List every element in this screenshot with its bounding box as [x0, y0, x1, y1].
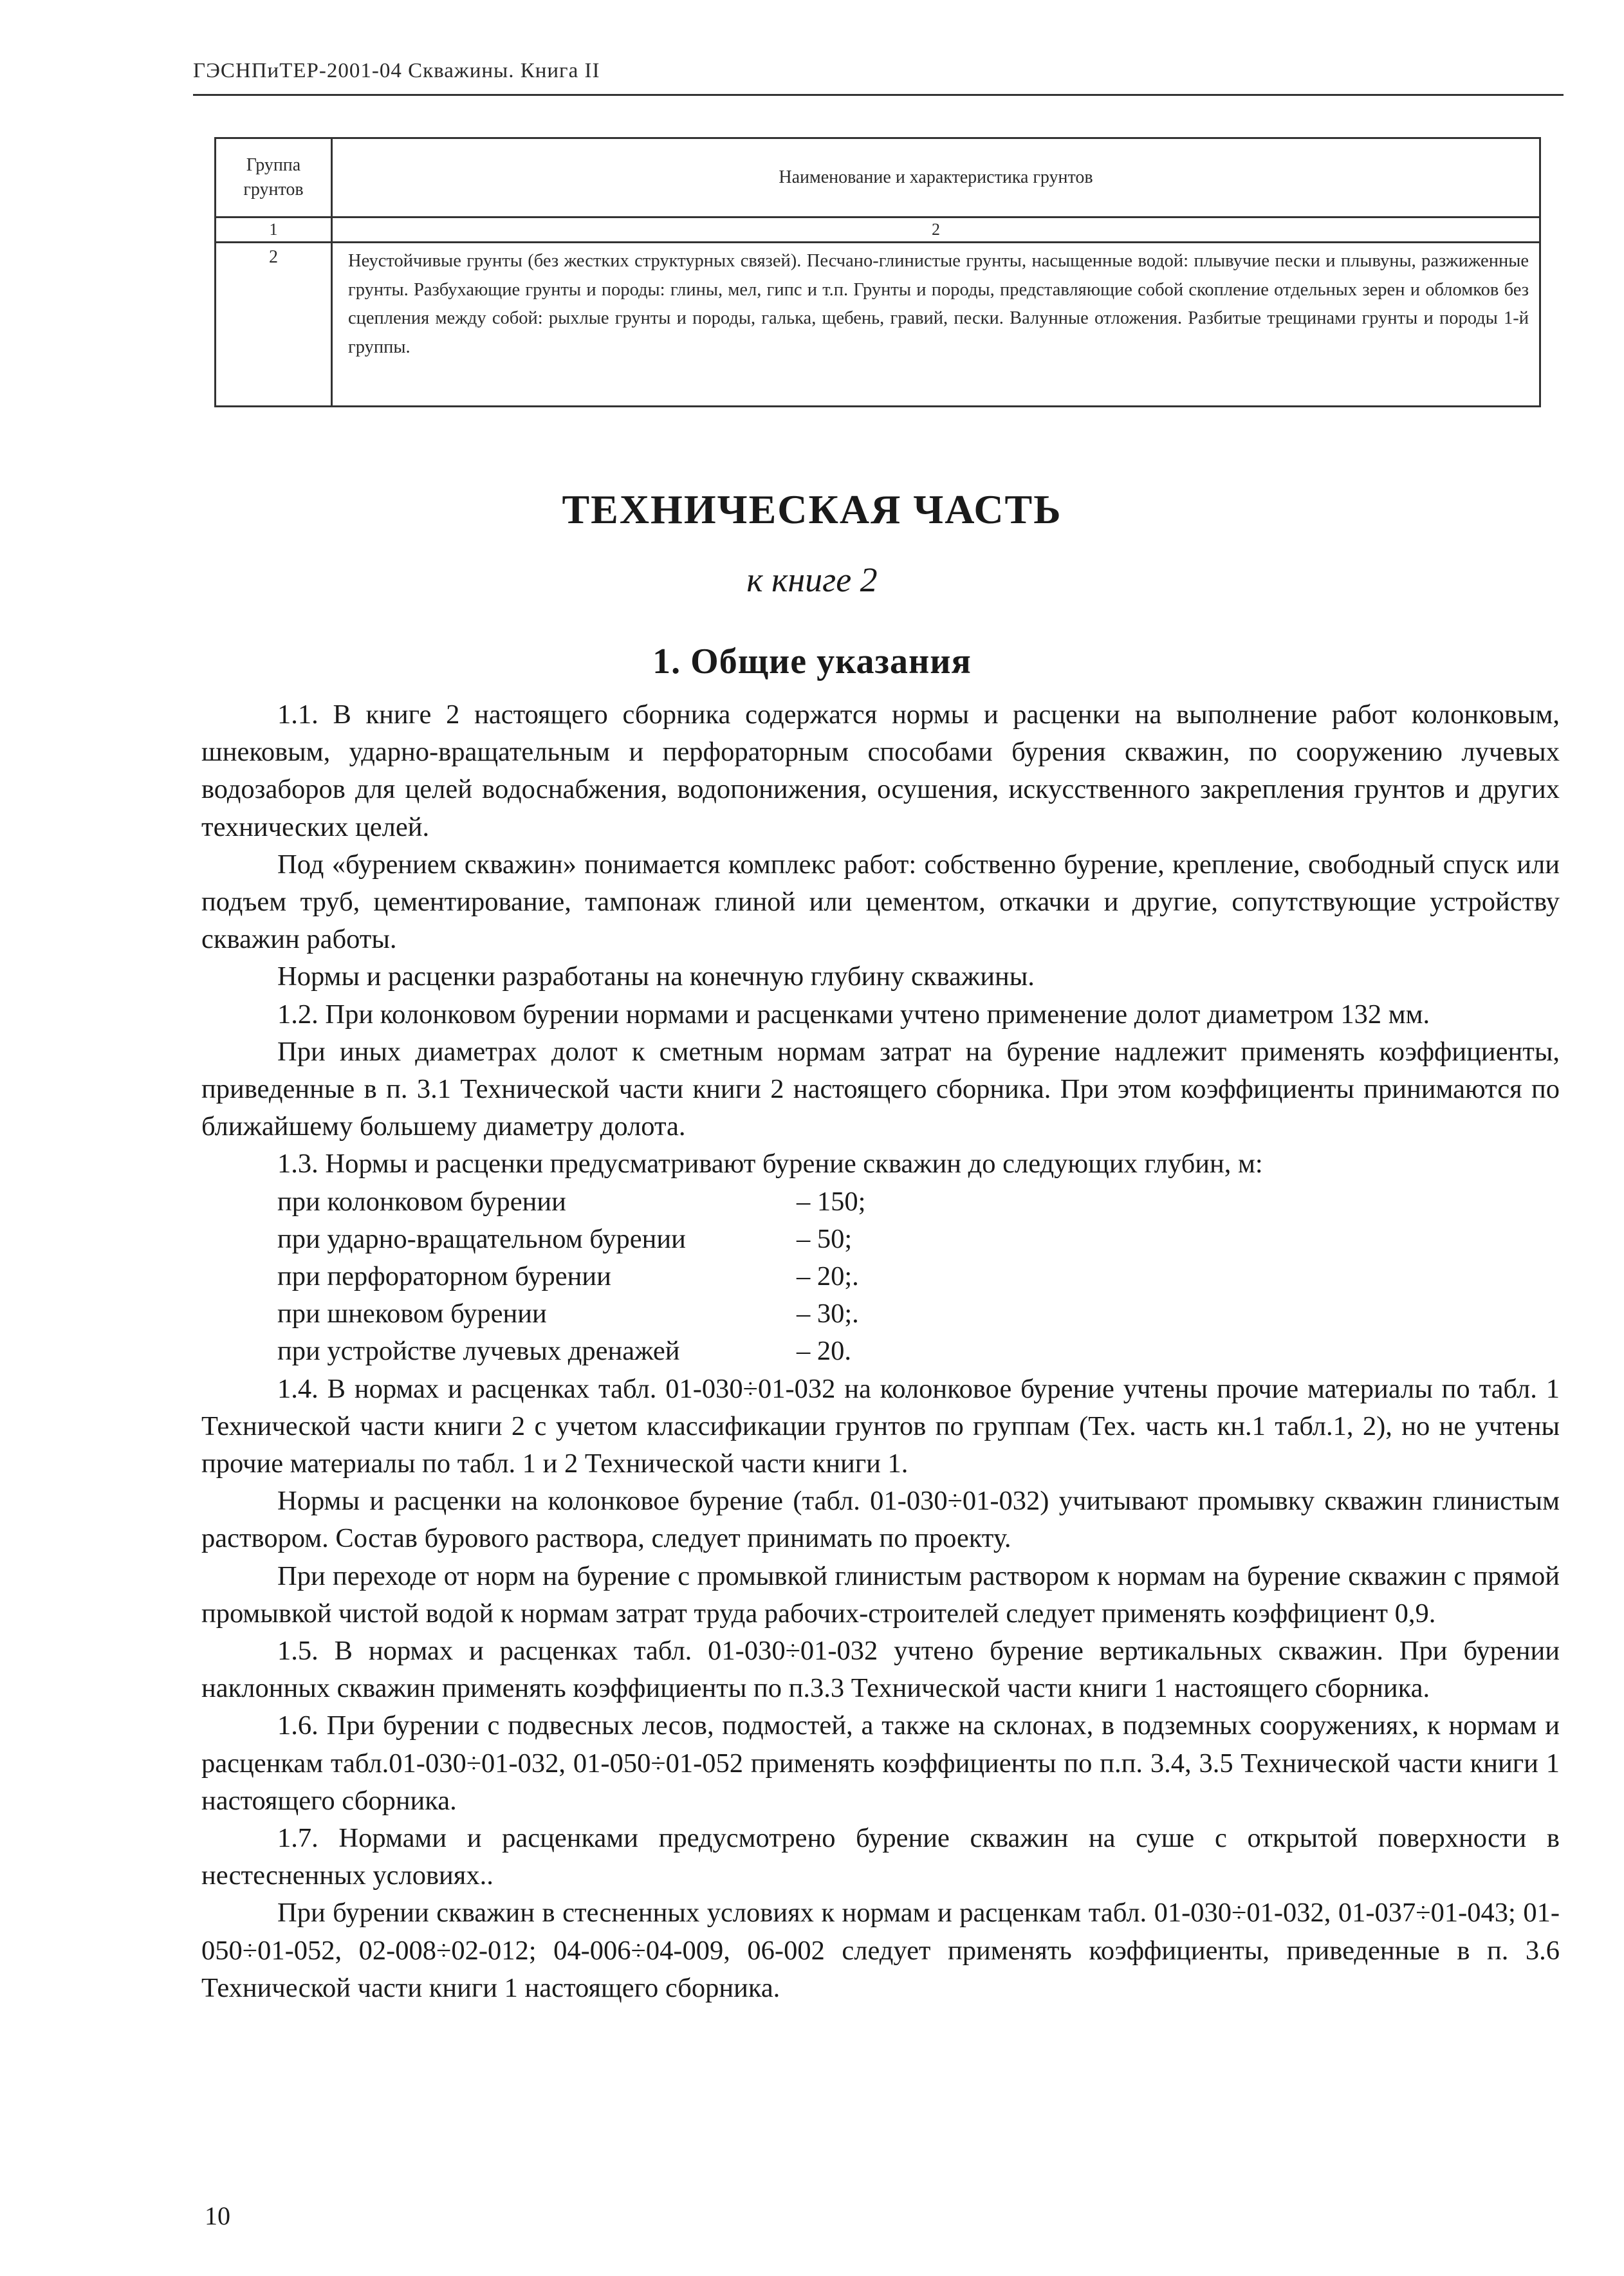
paragraph-1-1b: Под «бурением скважин» понимается комплекс работ: собственно бурение, крепление, свободный спуск или подъем труб, цементирование, тампонаж глиной или цементом, откачки и другие, сопутствующие устройству скважин работы.	[201, 849, 1560, 955]
body-text	[201, 696, 1560, 2007]
depth-label: при шнековом бурении	[277, 1299, 547, 1329]
depth-list	[201, 1183, 1560, 1371]
depth-label: при перфораторном бурении	[277, 1261, 611, 1292]
document-title: ТЕХНИЧЕСКАЯ ЧАСТЬ	[562, 486, 1062, 532]
paragraph-1-1: 1.1. В книге 2 настоящего сборника содержатся нормы и расценки на выполнение работ колонковым, шнековым, ударно-вращательным и перфораторным способами бурения скважин, по сооружению лучевых водозаборов для целей водоснабжения, водопонижения, осушения, искусственного закрепления грунтов и других технических целей.	[201, 699, 1560, 842]
col-number-2: 2	[332, 217, 1540, 243]
paragraph-1-2: 1.2. При колонковом бурении нормами и расценками учтено применение долот диаметром 132 мм.	[277, 999, 1430, 1030]
paragraph-1-4b: Нормы и расценки на колонковое бурение (табл. 01-030÷01-032) учитывают промывку скважин глинистым раствором. Состав бурового раствора, следует принимать по проекту.	[201, 1486, 1560, 1554]
paragraph-1-3: 1.3. Нормы и расценки предусматривают бурение скважин до следующих глубин, м:	[277, 1149, 1263, 1180]
soil-groups-table	[214, 137, 1541, 407]
depth-value: – 30;.	[797, 1299, 859, 1329]
table-header-row	[216, 138, 1540, 217]
list-item	[201, 1221, 1560, 1258]
paragraph-1-7: 1.7. Нормами и расценками предусмотрено бурение скважин на суше с открытой поверхности в нестесненных условиях..	[201, 1823, 1560, 1891]
col-header-group: Группа грунтов	[216, 138, 332, 217]
list-item	[201, 1295, 1560, 1333]
table-number-row	[216, 217, 1540, 243]
soil-group-cell: 2	[216, 243, 332, 407]
document-subtitle: к книге 2	[746, 560, 878, 599]
soil-description-cell: Неустойчивые грунты (без жестких структурных связей). Песчано-глинистые грунты, насыщенные водой: плывучие пески и плывуны, разжиженные грунты. Разбухающие грунты и породы: глины, мел, гипс и т.п. Грунты и породы, представляющие собой скопление отдельных зерен и обломков без сцепления между собой: рыхлые грунты и породы, галька, щебень, гравий, пески. Валунные отложения. Разбитые трещинами грунты и породы 1-й группы.	[332, 243, 1540, 407]
depth-value: – 150;	[797, 1186, 866, 1217]
list-item	[201, 1333, 1560, 1370]
header-rule	[193, 94, 1564, 96]
depth-label: при колонковом бурении	[277, 1186, 566, 1217]
paragraph-1-4: 1.4. В нормах и расценках табл. 01-030÷01-032 на колонковое бурение учтены прочие материалы по табл. 1 Технической части книги 2 с учетом классификации грунтов по группам (Тех. часть кн.1 табл.1, 2), но не учтены прочие материалы по табл. 1 и 2 Технической части книги 1.	[201, 1373, 1560, 1479]
paragraph-1-7b: При бурении скважин в стесненных условиях к нормам и расценкам табл. 01-030÷01-032, 01-037÷01-043; 01-050÷01-052, 02-008÷02-012; 04-006÷04-009, 06-002 следует применять коэффициенты, приведенные в п. 3.6 Технической части книги 1 настоящего сборника.	[201, 1898, 1560, 2003]
depth-label: при устройстве лучевых дренажей	[277, 1336, 680, 1367]
depth-value: – 20.	[797, 1336, 851, 1367]
paragraph-1-5: 1.5. В нормах и расценках табл. 01-030÷01-032 учтено бурение вертикальных скважин. При бурении наклонных скважин применять коэффициенты по п.3.3 Технической части книги 1 настоящего сборника.	[201, 1636, 1560, 1704]
col-number-1: 1	[216, 217, 332, 243]
page-number: 10	[205, 2201, 230, 2230]
table-row	[216, 243, 1540, 407]
section-heading: 1. Общие указания	[652, 642, 972, 681]
depth-value: – 20;.	[797, 1261, 859, 1292]
list-item	[201, 1183, 1560, 1221]
col-header-name: Наименование и характеристика грунтов	[332, 138, 1540, 217]
running-header: ГЭСНПиТЕР-2001-04 Скважины. Книга II	[193, 59, 600, 82]
list-item	[201, 1258, 1560, 1295]
depth-label: при ударно-вращательном бурении	[277, 1223, 686, 1254]
paragraph-1-2b: При иных диаметрах долот к сметным нормам затрат на бурение надлежит применять коэффициенты, приведенные в п. 3.1 Технической части книги 2 настоящего сборника. При этом коэффициенты принимаются по ближайшему большему диаметру долота.	[201, 1036, 1560, 1142]
depth-value: – 50;	[797, 1223, 853, 1254]
paragraph-1-1c: Нормы и расценки разработаны на конечную глубину скважины.	[277, 961, 1035, 992]
paragraph-1-4c: При переходе от норм на бурение с промывкой глинистым раствором к нормам на бурение скважин с прямой промывкой чистой водой к нормам затрат труда рабочих-строителей следует применять коэффициент 0,9.	[201, 1560, 1560, 1629]
paragraph-1-6: 1.6. При бурении с подвесных лесов, подмостей, а также на склонах, в подземных сооружениях, к нормам и расценкам табл.01-030÷01-032, 01-050÷01-052 применять коэффициенты по п.п. 3.4, 3.5 Технической части книги 1 настоящего сборника.	[201, 1710, 1560, 1816]
